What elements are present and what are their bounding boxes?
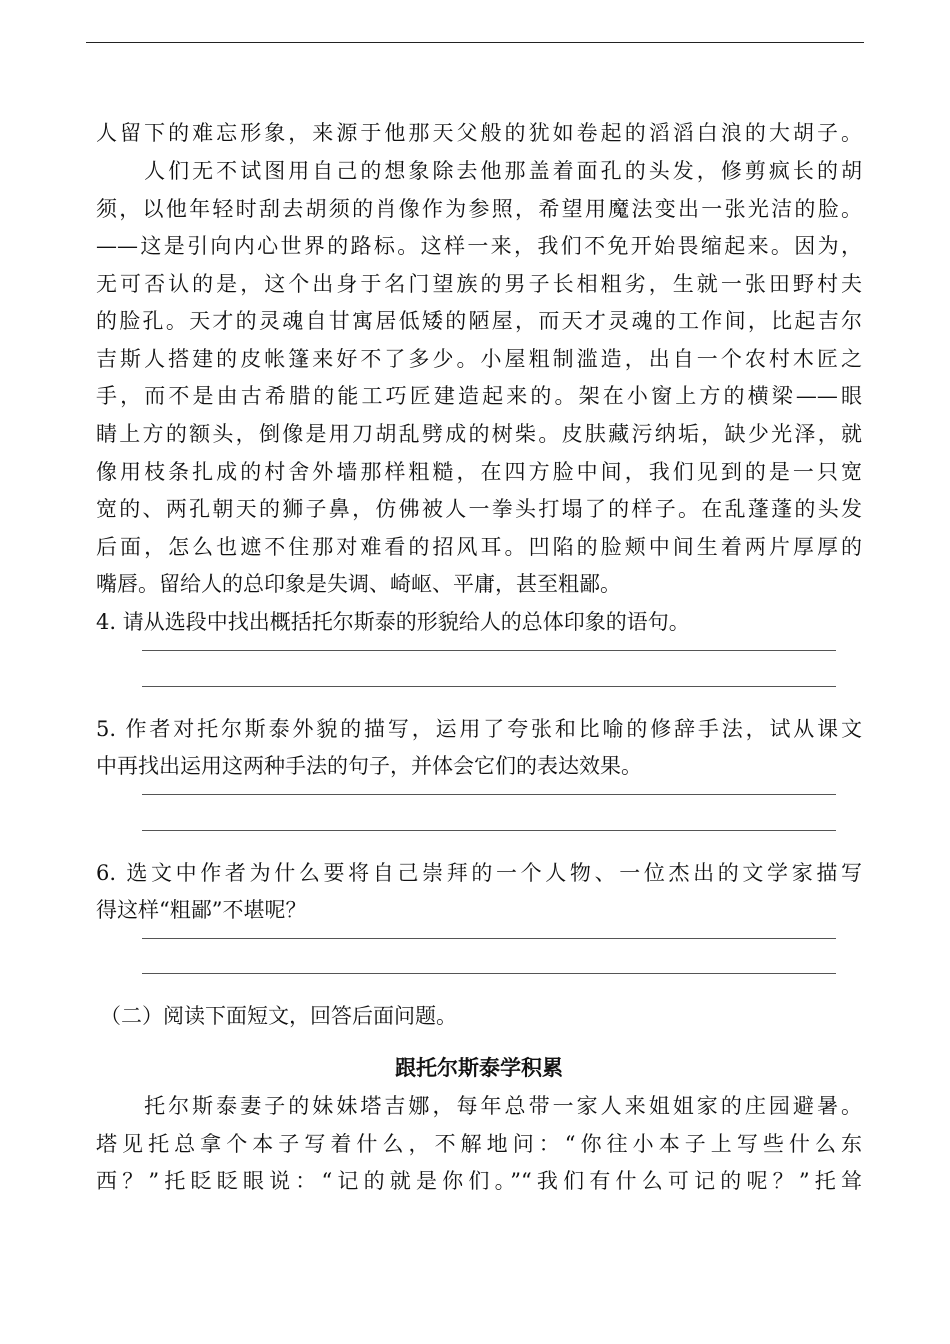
answer-line[interactable] bbox=[142, 830, 836, 831]
passage-line: 睛上方的额头，倒像是用刀胡乱劈成的树柴。皮肤藏污纳垢，缺少光泽，就 bbox=[96, 422, 862, 446]
question-5-text: 中再找出运用这两种手法的句子，并体会它们的表达效果。 bbox=[96, 754, 642, 778]
answer-line[interactable] bbox=[142, 686, 836, 687]
passage-line: 宽的、两孔朝天的狮子鼻，仿佛被人一拳头打塌了的样子。在乱蓬蓬的头发 bbox=[96, 497, 862, 521]
article-title: 跟托尔斯泰学积累 bbox=[395, 1055, 563, 1080]
passage-line: 像用枝条扎成的村舍外墙那样粗糙，在四方脸中间，我们见到的是一只宽 bbox=[96, 460, 862, 484]
article-line: 托尔斯泰妻子的妹妹塔吉娜，每年总带一家人来姐姐家的庄园避暑。 bbox=[96, 1094, 862, 1118]
passage-line: 须，以他年轻时刮去胡须的肖像作为参照，希望用魔法变出一张光洁的脸。 bbox=[96, 197, 862, 221]
question-5-text: 5. 作者对托尔斯泰外貌的描写，运用了夸张和比喻的修辞手法，试从课文 bbox=[96, 717, 862, 741]
answer-line[interactable] bbox=[142, 973, 836, 974]
passage-line: 的脸孔。天才的灵魂自甘寓居低矮的陋屋，而天才灵魂的工作间，比起吉尔 bbox=[96, 309, 862, 333]
article-line: 塔见托总拿个本子写着什么，不解地问：“你往小本子上写些什么东 bbox=[96, 1132, 862, 1156]
passage-line: 手，而不是由古希腊的能工巧匠建造起来的。架在小窗上方的横梁——眼 bbox=[96, 384, 862, 408]
passage-line: 无可否认的是，这个出身于名门望族的男子长相粗劣，生就一张田野村夫 bbox=[96, 272, 862, 296]
article-line: 西？”托眨眨眼说：“记的就是你们。”“我们有什么可记的呢？”托耸 bbox=[96, 1169, 862, 1193]
passage-line: 人留下的难忘形象，来源于他那天父般的犹如卷起的滔滔白浪的大胡子。 bbox=[96, 121, 862, 145]
passage-line: 嘴唇。留给人的总印象是失调、崎岖、平庸，甚至粗鄙。 bbox=[96, 572, 621, 596]
passage-line: ——这是引向内心世界的路标。这样一来，我们不免开始畏缩起来。因为， bbox=[96, 234, 862, 258]
passage-line: 吉斯人搭建的皮帐篷来好不了多少。小屋粗制滥造，出自一个农村木匠之 bbox=[96, 347, 862, 371]
question-6-text: 得这样“粗鄙”不堪呢？ bbox=[96, 898, 307, 922]
question-6-text: 6. 选文中作者为什么要将自己崇拜的一个人物、一位杰出的文学家描写 bbox=[96, 861, 862, 885]
header-rule bbox=[86, 42, 864, 43]
answer-line[interactable] bbox=[142, 650, 836, 651]
passage-line: 人们无不试图用自己的想象除去他那盖着面孔的头发，修剪疯长的胡 bbox=[96, 159, 862, 183]
question-4-text: 4. 请从选段中找出概括托尔斯泰的形貌给人的总体印象的语句。 bbox=[96, 610, 690, 634]
passage-line: 后面，怎么也遮不住那对难看的招风耳。凹陷的脸颊中间生着两片厚厚的 bbox=[96, 535, 862, 559]
answer-line[interactable] bbox=[142, 938, 836, 939]
section-heading: （二）阅读下面短文，回答后面问题。 bbox=[100, 1004, 457, 1028]
answer-line[interactable] bbox=[142, 794, 836, 795]
